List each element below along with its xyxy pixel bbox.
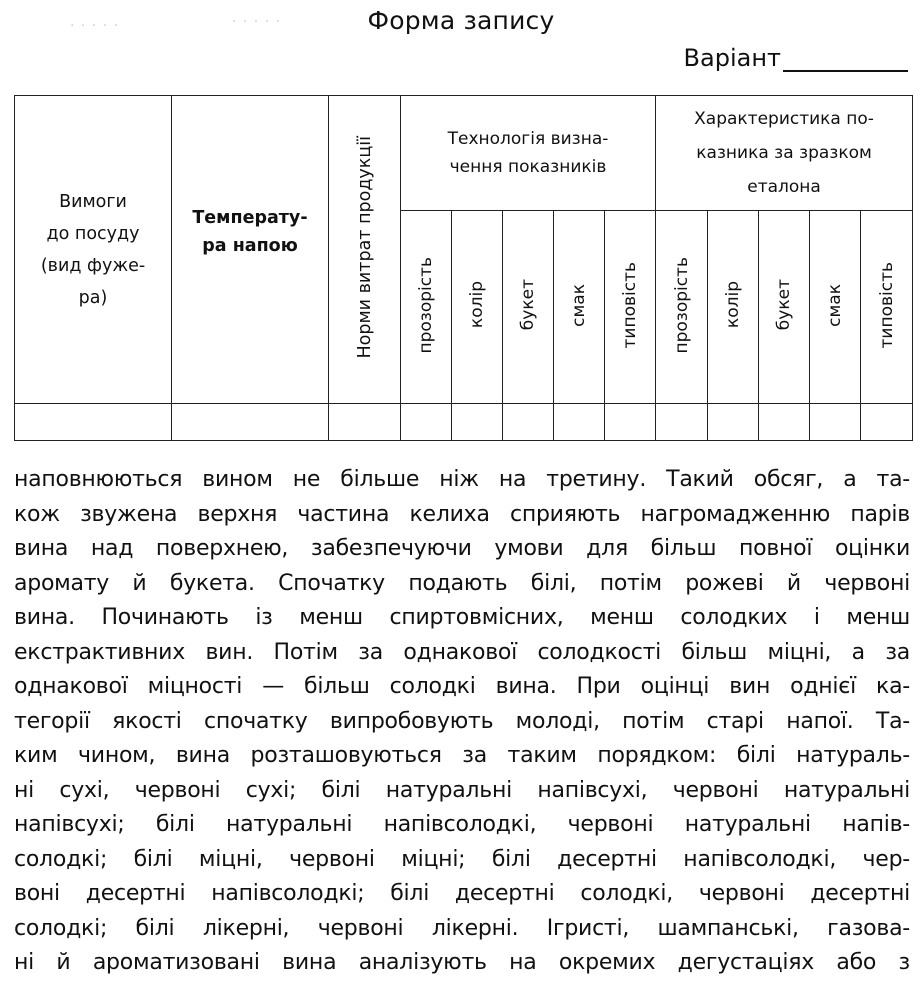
header-characteristic-line: Характеристика по- <box>694 109 874 129</box>
paragraph-line: солодкі; білі міцні, червоні міцні; білі десертні напівсолодкі, чер- <box>14 846 910 872</box>
subheader-label: смак <box>825 283 845 327</box>
paragraph-line: тегорії якості спочатку випробовують молоді, потім старі напої. Та- <box>14 708 910 734</box>
paragraph-line: екстрактивних вин. Потім за однакової солодкості більш міцні, а за <box>14 639 910 665</box>
paragraph-line: воні десертні напівсолодкі; білі десертні солодкі, червоні десертні <box>14 881 910 906</box>
paragraph-line: наповнюються вином не більше ніж на третину. Такий обсяг, а та- <box>14 467 910 492</box>
subheader-label: прозорість <box>671 256 692 354</box>
empty-cell <box>401 404 452 441</box>
empty-cell <box>759 404 810 441</box>
header-dishes-line: Вимоги <box>59 191 127 212</box>
header-technology-group <box>401 96 656 211</box>
subheader-label: типовість <box>620 261 640 349</box>
empty-cell <box>503 404 554 441</box>
paragraph-line: аромату й букета. Спочатку подають білі, потім рожеві й червоні <box>14 570 910 596</box>
empty-cell <box>329 404 401 441</box>
variant-label: Варіант <box>683 44 781 72</box>
header-drink-temperature <box>172 96 329 404</box>
paragraph-line: солодкі; білі лікерні, червоні лікерні. Ігристі, шампанські, газова- <box>14 915 910 941</box>
show-through-mark: · · · · · <box>70 18 120 34</box>
subheader-characteristic-bouquet <box>759 211 810 404</box>
subheader-characteristic-transparency <box>656 211 708 404</box>
subheader-characteristic-taste <box>810 211 861 404</box>
show-through-mark: · · · · · <box>232 14 282 30</box>
header-temperature-line: Температу- <box>192 207 308 228</box>
subheader-label: прозорість <box>416 256 436 354</box>
subheader-label: смак <box>569 283 589 327</box>
header-characteristic-group <box>656 96 913 211</box>
paragraph-line: ким чином, вина розташовуються за таким порядком: білі натураль- <box>14 743 910 768</box>
subheader-label: букет <box>774 279 794 331</box>
empty-cell <box>172 404 329 441</box>
empty-cell <box>15 404 172 441</box>
variant-blank-line <box>783 46 908 72</box>
header-characteristic-line: казника за зразком <box>696 143 872 163</box>
empty-cell <box>656 404 708 441</box>
header-product-loss-norms <box>329 96 401 404</box>
subheader-characteristic-typicality <box>861 211 913 404</box>
paragraph-line: вина над поверхнею, забезпечуючи умови для більш повної оцінки <box>14 536 910 561</box>
subheader-technology-bouquet <box>503 211 554 404</box>
header-characteristic-line: еталона <box>747 177 821 197</box>
header-technology-line: Технологія визна- <box>447 129 609 149</box>
subheader-technology-transparency <box>401 211 452 404</box>
table-row <box>15 404 913 441</box>
header-temperature-line: ра напою <box>202 235 298 256</box>
subheader-label: колір <box>467 281 487 329</box>
header-technology-line: чення показників <box>449 157 607 177</box>
paragraph-line: кож звужена верхня частина келиха сприяють нагромадженню парів <box>14 501 910 527</box>
header-dishes-line: (вид фуже- <box>40 255 146 276</box>
body-paragraph <box>14 463 910 981</box>
empty-cell <box>810 404 861 441</box>
header-losses-label: Норми витрат продукції <box>354 136 375 359</box>
paragraph-line: ні й ароматизовані вина аналізують на окремих дегустаціях або з <box>14 950 910 975</box>
header-dishes-requirements <box>15 96 172 404</box>
subheader-technology-color <box>452 211 503 404</box>
empty-cell <box>708 404 759 441</box>
subheader-label: букет <box>518 279 538 331</box>
subheader-technology-typicality <box>605 211 656 404</box>
paragraph-line: вина. Починають із менш спиртовмісних, менш солодких і менш <box>14 605 910 630</box>
paragraph-line: напівсухі; білі натуральні напівсолодкі, червоні натуральні напів- <box>14 812 910 837</box>
paragraph-line: однакової міцності — більш солодкі вина. При оцінці вин однієї ка- <box>14 674 910 699</box>
subheader-characteristic-color <box>708 211 759 404</box>
empty-cell <box>605 404 656 441</box>
subheader-technology-taste <box>554 211 605 404</box>
header-dishes-line: до посуду <box>46 223 140 244</box>
subheader-label: колір <box>723 281 743 329</box>
form-title: Форма запису <box>367 6 555 35</box>
record-form-table <box>14 95 913 441</box>
empty-cell <box>554 404 605 441</box>
empty-cell <box>861 404 913 441</box>
header-dishes-line: ра) <box>78 287 108 308</box>
variant-field <box>684 44 908 72</box>
subheader-label: типовість <box>876 261 897 349</box>
empty-cell <box>452 404 503 441</box>
paragraph-line: ні сухі, червоні сухі; білі натуральні напівсухі, червоні натуральні <box>14 777 910 803</box>
